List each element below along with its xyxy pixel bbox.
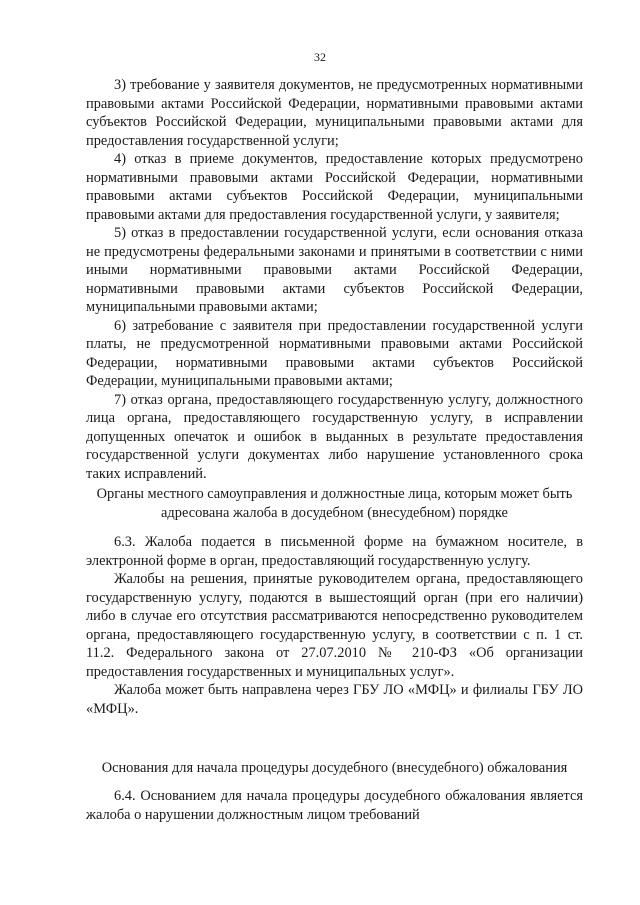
list-item-4: 4) отказ в приеме документов, предоставление которых предусмотрено нормативными правовыми актами Российской Федерации, нормативными правовыми актами субъектов Российской Федерации, муниципальными правовыми актами для предоставления государственной услуги, у заявителя; <box>86 151 583 223</box>
section-6-3 <box>86 533 583 718</box>
list-item-3: 3) требование у заявителя документов, не предусмотренных нормативными правовыми актами Российской Федерации, нормативными правовыми актами субъектов Российской Федерации, муниципальными правовыми актами для предоставления государственной услуги; <box>86 77 583 149</box>
section-heading-grounds <box>86 759 583 778</box>
section-6-4 <box>86 787 583 824</box>
paragraph-6-4: 6.4. Основанием для начала процедуры досудебного обжалования является жалоба о нарушении должностным лицом требований <box>86 788 583 823</box>
list-item-5: 5) отказ в предоставлении государственной услуги, если основания отказа не предусмотрены федеральными законами и принятыми в соответствии с ними иными нормативными правовыми актами Российской Федерации, нормативными правовыми актами субъектов Российской Федерации, муниципальными правовыми актами; <box>86 225 583 315</box>
section-heading: Основания для начала процедуры досудебного (внесудебного) обжалования <box>101 760 568 776</box>
section-heading-bodies <box>86 485 583 522</box>
paragraph-mfc: Жалоба может быть направлена через ГБУ ЛО «МФЦ» и филиалы ГБУ ЛО «МФЦ». <box>86 682 583 717</box>
list-item-7: 7) отказ органа, предоставляющего государственную услугу, должностного лица органа, предоставляющего государственную услугу, в исправлении допущенных опечаток и ошибок в выданных в результате предоставления государственной услуги документах либо нарушение установленного срока таких исправлений. <box>86 391 583 482</box>
grounds-list <box>86 76 583 483</box>
paragraph-6-3: 6.3. Жалоба подается в письменной форме на бумажном носителе, в электронной форме в орган, предоставляющий государственную услугу. <box>86 534 583 569</box>
paragraph-complaints-on-decisions: Жалобы на решения, принятые руководителем органа, предоставляющего государственную услугу, подаются в вышестоящий орган (при его наличии) либо в случае его отсутствия рассматриваются непосредственно руководителем органа, предоставляющего государственную услугу, в соответствии с п. 1 ст. 11.2. Федерального закона от 27.07.2010 № 210-ФЗ «Об организации предоставления государственных и муниципальных услуг». <box>86 571 583 680</box>
list-item-6: 6) затребование с заявителя при предоставлении государственной услуги платы, не предусмотренной нормативными правовыми актами Российской Федерации, нормативными правовыми актами субъектов Российской Федерации, муниципальными правовыми актами; <box>86 317 583 389</box>
page-number: 32 <box>314 50 326 64</box>
section-heading: Органы местного самоуправления и должностные лица, которым может быть адресована жалоба в досудебном (внесудебном) порядке <box>96 486 573 521</box>
